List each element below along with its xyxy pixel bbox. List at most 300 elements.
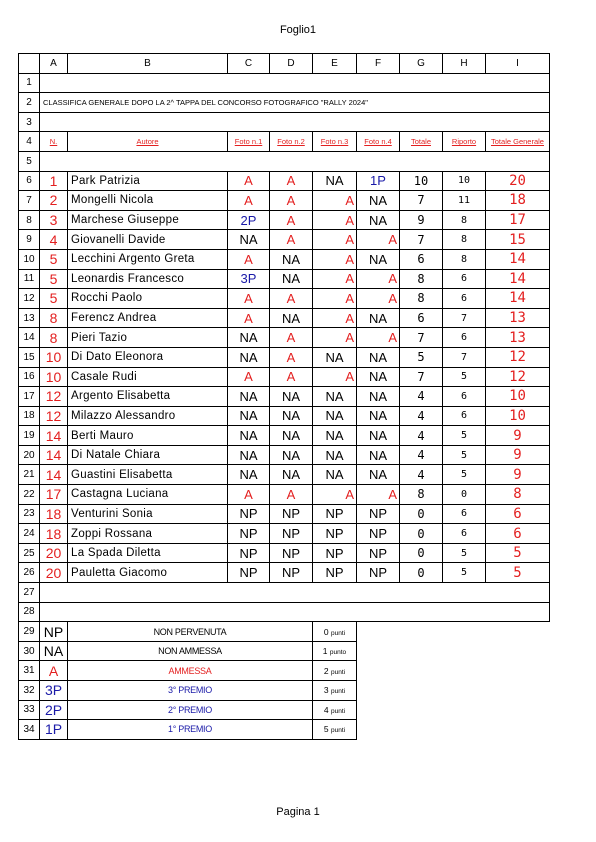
table-row: [19, 328, 550, 348]
photo-3-result: NA: [313, 171, 357, 191]
photo-4-result: NA: [357, 465, 400, 485]
author-name: Venturini Sonia: [68, 504, 228, 524]
photo-1-result: A: [228, 485, 270, 505]
legend-points: [313, 661, 357, 681]
header-foto4: Foto n.4: [357, 132, 400, 152]
total: 6: [400, 308, 443, 328]
empty-area: [357, 641, 550, 661]
row-number: 7: [19, 191, 40, 211]
table-row: [19, 367, 550, 387]
header-totale: Totale: [400, 132, 443, 152]
table-row: [19, 406, 550, 426]
row-number: 18: [19, 406, 40, 426]
photo-1-result: NP: [228, 543, 270, 563]
table-row: [19, 543, 550, 563]
header-foto1: Foto n.1: [228, 132, 270, 152]
rank: 5: [40, 289, 68, 309]
grand-total: 10: [486, 387, 550, 407]
photo-3-result: A: [313, 269, 357, 289]
author-name: Mongelli Nicola: [68, 191, 228, 211]
photo-1-result: A: [228, 308, 270, 328]
carry-over: 5: [443, 367, 486, 387]
grand-total: 20: [486, 171, 550, 191]
photo-2-result: NP: [270, 563, 313, 583]
row-number: 25: [19, 543, 40, 563]
author-name: Leonardis Francesco: [68, 269, 228, 289]
table-row: [19, 210, 550, 230]
total: 6: [400, 249, 443, 269]
page-title: Foglio1: [279, 24, 317, 36]
photo-2-result: NA: [270, 387, 313, 407]
legend-code: 1P: [40, 720, 68, 740]
total: 7: [400, 367, 443, 387]
table-row: [19, 171, 550, 191]
rank: 18: [40, 504, 68, 524]
legend-points-unit: punti: [331, 707, 346, 715]
author-name: Castagna Luciana: [68, 485, 228, 505]
table-row: [19, 269, 550, 289]
row-number: 32: [19, 681, 40, 701]
row-number: 11: [19, 269, 40, 289]
photo-1-result: NA: [228, 387, 270, 407]
photo-1-result: NA: [228, 406, 270, 426]
photo-4-result: NA: [357, 445, 400, 465]
table-header-row: [19, 132, 550, 152]
carry-over: 6: [443, 289, 486, 309]
photo-3-result: A: [313, 289, 357, 309]
grand-total: 9: [486, 445, 550, 465]
total: 8: [400, 485, 443, 505]
photo-4-result: NA: [357, 210, 400, 230]
sheet-row: [19, 602, 550, 622]
legend-row: [19, 681, 550, 701]
row-number: 2: [19, 93, 40, 113]
carry-over: 10: [443, 171, 486, 191]
row-number: 26: [19, 563, 40, 583]
photo-1-result: A: [228, 289, 270, 309]
photo-3-result: A: [313, 367, 357, 387]
carry-over: 6: [443, 269, 486, 289]
sheet-row: [19, 112, 550, 132]
author-name: Pauletta Giacomo: [68, 563, 228, 583]
photo-1-result: 3P: [228, 269, 270, 289]
total: 8: [400, 269, 443, 289]
total: 9: [400, 210, 443, 230]
grand-total: 14: [486, 289, 550, 309]
sheet-row: [19, 583, 550, 603]
author-name: Di Natale Chiara: [68, 445, 228, 465]
legend-code: NA: [40, 641, 68, 661]
photo-3-result: A: [313, 249, 357, 269]
photo-4-result: A: [357, 289, 400, 309]
row-number: 31: [19, 661, 40, 681]
author-name: Argento Elisabetta: [68, 387, 228, 407]
table-row: [19, 289, 550, 309]
table-row: [19, 524, 550, 544]
photo-2-result: A: [270, 367, 313, 387]
grand-total: 14: [486, 269, 550, 289]
grand-total: 12: [486, 347, 550, 367]
author-name: La Spada Diletta: [68, 543, 228, 563]
rank: 10: [40, 367, 68, 387]
column-header-d: D: [270, 54, 313, 74]
legend-row: [19, 641, 550, 661]
row-number: 14: [19, 328, 40, 348]
photo-2-result: NA: [270, 406, 313, 426]
grand-total: 13: [486, 308, 550, 328]
row-number: 1: [19, 73, 40, 93]
total: 7: [400, 191, 443, 211]
row-number: 3: [19, 112, 40, 132]
legend-points-unit: punto: [329, 649, 347, 657]
table-row: [19, 563, 550, 583]
legend-points: [313, 641, 357, 661]
legend-row: [19, 720, 550, 740]
total: 5: [400, 347, 443, 367]
column-header-c: C: [228, 54, 270, 74]
legend-points-unit: punti: [331, 727, 346, 735]
photo-2-result: NP: [270, 543, 313, 563]
carry-over: 6: [443, 524, 486, 544]
grand-total: 17: [486, 210, 550, 230]
sheet-row: [19, 151, 550, 171]
row-number: 19: [19, 426, 40, 446]
row-number: 28: [19, 602, 40, 622]
grand-total: 6: [486, 504, 550, 524]
total: 0: [400, 563, 443, 583]
author-name: Giovanelli Davide: [68, 230, 228, 250]
row-number: 17: [19, 387, 40, 407]
table-row: [19, 465, 550, 485]
photo-3-result: A: [313, 485, 357, 505]
photo-2-result: A: [270, 171, 313, 191]
photo-2-result: NP: [270, 524, 313, 544]
row-number: 21: [19, 465, 40, 485]
photo-1-result: A: [228, 367, 270, 387]
grand-total: 18: [486, 191, 550, 211]
author-name: Guastini Elisabetta: [68, 465, 228, 485]
rank: 12: [40, 387, 68, 407]
photo-1-result: A: [228, 191, 270, 211]
photo-2-result: A: [270, 230, 313, 250]
total: 4: [400, 406, 443, 426]
photo-1-result: 2P: [228, 210, 270, 230]
legend-points-unit: punti: [331, 629, 346, 637]
rank: 3: [40, 210, 68, 230]
legend-code: A: [40, 661, 68, 681]
legend-points-value: 2: [323, 665, 329, 676]
carry-over: 5: [443, 426, 486, 446]
total: 4: [400, 445, 443, 465]
author-name: Ferencz Andrea: [68, 308, 228, 328]
legend-points-value: 0: [323, 626, 329, 637]
photo-2-result: NP: [270, 504, 313, 524]
rank: 2: [40, 191, 68, 211]
author-name: Di Dato Eleonora: [68, 347, 228, 367]
empty-area: [357, 622, 550, 642]
grand-total: 15: [486, 230, 550, 250]
photo-3-result: A: [313, 191, 357, 211]
blank-row-cell: [40, 583, 550, 603]
carry-over: 7: [443, 308, 486, 328]
photo-2-result: NA: [270, 465, 313, 485]
carry-over: 5: [443, 563, 486, 583]
row-number: 6: [19, 171, 40, 191]
row-number: 13: [19, 308, 40, 328]
legend-points-unit: punti: [331, 688, 346, 696]
author-name: Casale Rudi: [68, 367, 228, 387]
rank: 20: [40, 543, 68, 563]
table-row: [19, 445, 550, 465]
total: 4: [400, 465, 443, 485]
carry-over: 6: [443, 504, 486, 524]
legend-code: NP: [40, 622, 68, 642]
table-row: [19, 308, 550, 328]
photo-4-result: NP: [357, 524, 400, 544]
legend-points-unit: punti: [331, 668, 346, 676]
total: 10: [400, 171, 443, 191]
photo-3-result: NP: [313, 543, 357, 563]
table-row: [19, 387, 550, 407]
row-number: 30: [19, 641, 40, 661]
photo-1-result: NA: [228, 230, 270, 250]
spreadsheet-table: [18, 53, 550, 740]
photo-3-result: A: [313, 210, 357, 230]
photo-3-result: NP: [313, 524, 357, 544]
author-name: Rocchi Paolo: [68, 289, 228, 309]
photo-2-result: A: [270, 485, 313, 505]
total: 7: [400, 230, 443, 250]
author-name: Lecchini Argento Greta: [68, 249, 228, 269]
grand-total: 12: [486, 367, 550, 387]
total: 0: [400, 504, 443, 524]
row-number: 33: [19, 700, 40, 720]
legend-points-value: 4: [323, 704, 329, 715]
grand-total: 14: [486, 249, 550, 269]
row-number: 10: [19, 249, 40, 269]
photo-1-result: NP: [228, 524, 270, 544]
column-header-h: H: [443, 54, 486, 74]
photo-2-result: A: [270, 347, 313, 367]
legend-points-value: 3: [323, 685, 329, 696]
blank-row-cell: [40, 602, 550, 622]
sheet-row: [19, 93, 550, 113]
table-row: [19, 504, 550, 524]
legend-row: [19, 622, 550, 642]
photo-3-result: A: [313, 328, 357, 348]
author-name: Pieri Tazio: [68, 328, 228, 348]
legend-code: 3P: [40, 681, 68, 701]
rank: 4: [40, 230, 68, 250]
photo-4-result: NA: [357, 387, 400, 407]
photo-3-result: A: [313, 308, 357, 328]
photo-2-result: A: [270, 328, 313, 348]
row-number: 34: [19, 720, 40, 740]
photo-4-result: NA: [357, 191, 400, 211]
photo-1-result: A: [228, 249, 270, 269]
total: 0: [400, 524, 443, 544]
photo-4-result: A: [357, 485, 400, 505]
column-header-i: I: [486, 54, 550, 74]
grand-total: 8: [486, 485, 550, 505]
column-header-row: [19, 54, 550, 74]
rank: 14: [40, 426, 68, 446]
total: 8: [400, 289, 443, 309]
carry-over: 8: [443, 230, 486, 250]
author-name: Park Patrizia: [68, 171, 228, 191]
table-row: [19, 347, 550, 367]
rank: 5: [40, 269, 68, 289]
photo-1-result: A: [228, 171, 270, 191]
empty-area: [357, 661, 550, 681]
legend-description: NON PERVENUTA: [68, 622, 313, 642]
rank: 8: [40, 308, 68, 328]
photo-4-result: NA: [357, 406, 400, 426]
rank: 20: [40, 563, 68, 583]
photo-4-result: NA: [357, 347, 400, 367]
photo-4-result: 1P: [357, 171, 400, 191]
grand-total: 13: [486, 328, 550, 348]
rank: 10: [40, 347, 68, 367]
empty-area: [357, 700, 550, 720]
table-row: [19, 426, 550, 446]
rank: 18: [40, 524, 68, 544]
column-header-b: B: [68, 54, 228, 74]
photo-2-result: NA: [270, 445, 313, 465]
blank-row-cell: [40, 151, 550, 171]
photo-3-result: NA: [313, 347, 357, 367]
rank: 12: [40, 406, 68, 426]
row-number: 16: [19, 367, 40, 387]
column-header-g: G: [400, 54, 443, 74]
photo-4-result: A: [357, 269, 400, 289]
photo-3-result: NP: [313, 563, 357, 583]
table-row: [19, 485, 550, 505]
header-autore: Autore: [68, 132, 228, 152]
photo-1-result: NP: [228, 504, 270, 524]
carry-over: 7: [443, 347, 486, 367]
sheet-title: CLASSIFICA GENERALE DOPO LA 2^ TAPPA DEL CONCORSO FOTOGRAFICO "RALLY 2024": [40, 93, 550, 113]
grand-total: 9: [486, 426, 550, 446]
author-name: Milazzo Alessandro: [68, 406, 228, 426]
table-row: [19, 191, 550, 211]
row-number: 29: [19, 622, 40, 642]
header-foto3: Foto n.3: [313, 132, 357, 152]
corner-cell: [19, 54, 40, 74]
author-name: Zoppi Rossana: [68, 524, 228, 544]
photo-1-result: NA: [228, 465, 270, 485]
carry-over: 8: [443, 249, 486, 269]
column-header-f: F: [357, 54, 400, 74]
photo-2-result: NA: [270, 426, 313, 446]
rank: 17: [40, 485, 68, 505]
grand-total: 6: [486, 524, 550, 544]
carry-over: 11: [443, 191, 486, 211]
row-number: 23: [19, 504, 40, 524]
photo-4-result: NP: [357, 504, 400, 524]
total: 7: [400, 328, 443, 348]
rank: 14: [40, 465, 68, 485]
header-riporto: Riporto: [443, 132, 486, 152]
column-header-a: A: [40, 54, 68, 74]
rank: 14: [40, 445, 68, 465]
total: 0: [400, 543, 443, 563]
photo-1-result: NA: [228, 347, 270, 367]
photo-4-result: A: [357, 230, 400, 250]
legend-description: 1° PREMIO: [68, 720, 313, 740]
photo-3-result: NA: [313, 387, 357, 407]
photo-4-result: NA: [357, 308, 400, 328]
carry-over: 5: [443, 445, 486, 465]
rank: 1: [40, 171, 68, 191]
legend-points: [313, 700, 357, 720]
header-foto2: Foto n.2: [270, 132, 313, 152]
row-number: 8: [19, 210, 40, 230]
carry-over: 6: [443, 387, 486, 407]
rank: 8: [40, 328, 68, 348]
photo-4-result: NA: [357, 426, 400, 446]
photo-3-result: NP: [313, 504, 357, 524]
blank-row-cell: [40, 73, 550, 93]
sheet-row: [19, 73, 550, 93]
photo-3-result: NA: [313, 426, 357, 446]
carry-over: 8: [443, 210, 486, 230]
photo-2-result: NA: [270, 269, 313, 289]
row-number: 22: [19, 485, 40, 505]
photo-3-result: NA: [313, 465, 357, 485]
row-number: 9: [19, 230, 40, 250]
legend-points: [313, 681, 357, 701]
photo-4-result: NA: [357, 367, 400, 387]
legend-code: 2P: [40, 700, 68, 720]
header-n: N.: [40, 132, 68, 152]
photo-1-result: NA: [228, 445, 270, 465]
carry-over: 6: [443, 328, 486, 348]
grand-total: 5: [486, 543, 550, 563]
photo-4-result: NA: [357, 249, 400, 269]
author-name: Berti Mauro: [68, 426, 228, 446]
grand-total: 9: [486, 465, 550, 485]
photo-4-result: NP: [357, 563, 400, 583]
photo-4-result: A: [357, 328, 400, 348]
blank-row-cell: [40, 112, 550, 132]
carry-over: 0: [443, 485, 486, 505]
empty-area: [357, 720, 550, 740]
header-totale-generale: Totale Generale: [486, 132, 550, 152]
row-number: 27: [19, 583, 40, 603]
carry-over: 6: [443, 406, 486, 426]
carry-over: 5: [443, 465, 486, 485]
legend-row: [19, 700, 550, 720]
legend-points: [313, 622, 357, 642]
grand-total: 10: [486, 406, 550, 426]
row-number: 4: [19, 132, 40, 152]
photo-2-result: NA: [270, 249, 313, 269]
photo-3-result: A: [313, 230, 357, 250]
legend-points: [313, 720, 357, 740]
photo-3-result: NA: [313, 406, 357, 426]
legend-points-value: 5: [323, 724, 329, 735]
photo-1-result: NP: [228, 563, 270, 583]
photo-2-result: A: [270, 210, 313, 230]
total: 4: [400, 387, 443, 407]
photo-2-result: NA: [270, 308, 313, 328]
photo-3-result: NA: [313, 445, 357, 465]
row-number: 5: [19, 151, 40, 171]
legend-description: 2° PREMIO: [68, 700, 313, 720]
legend-row: [19, 661, 550, 681]
photo-2-result: A: [270, 191, 313, 211]
